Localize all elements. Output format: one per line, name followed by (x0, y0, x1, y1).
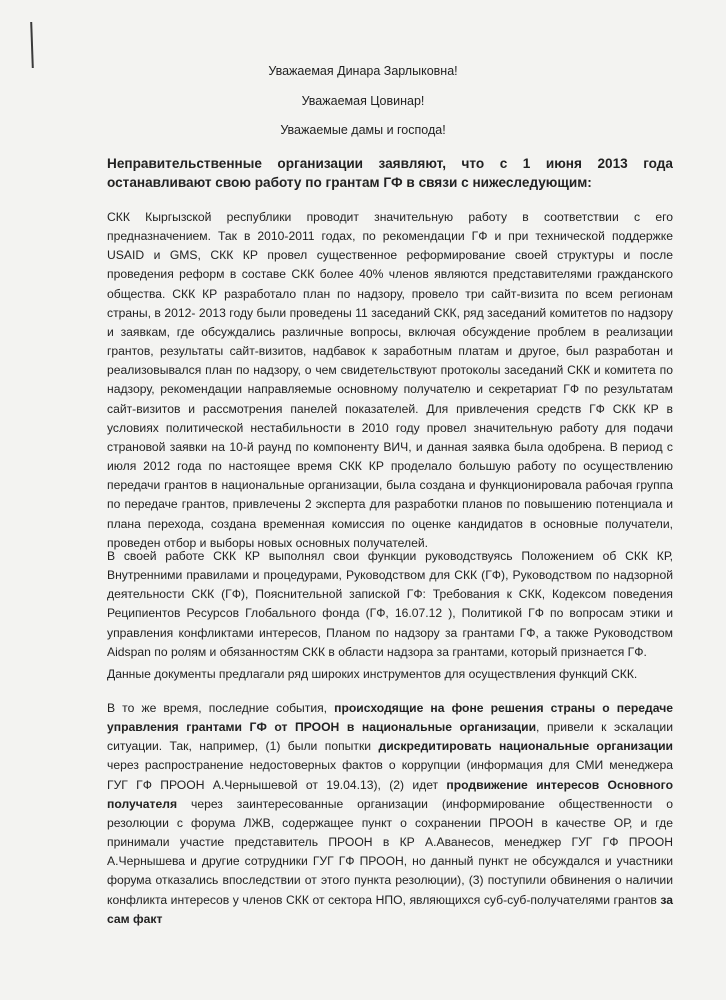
paragraph-4-text-1: В то же время, последние события, (107, 701, 335, 715)
paragraph-4-text-2: , привели к эскалации ситуации. Так, например, (1) были попытки (107, 720, 673, 754)
paragraph-4-text-4: через заинтересованные организации (информирование общественности о резолюции с форума ЛЖВ, содержащее пункт о сохранении ПРООН в качестве ОР, и где принимали участие представитель ПРООН в КР А.Аванесов, менеджер ГУГ ГФ ПРООН А.Чернышева и другие сотрудники ГУГ ГФ ПРООН, но данный пункт не обсуждался и участники форума отказались впоследствии от этого пункта резолюции), (3) поступили обвинения о наличии конфликта интересов у членов СКК от сектора НПО, являющихся суб-суб-получателями грантов (107, 796, 673, 907)
paragraph-3: Данные документы предлагали ряд широких инструментов для осуществления функций СКК. (107, 667, 638, 681)
paragraph-4-bold-4: за сам факт (107, 892, 673, 926)
paragraph-4-text-3: через распространение недостоверных фактов о коррупции (информация для СМИ менеджера ГУГ ГФ ПРООН А.Чернышевой от 19.04.13), (2) идет (107, 758, 673, 792)
greeting-1: Уважаемая Динара Зарлыковна! (268, 64, 458, 78)
margin-pen-mark (30, 22, 34, 68)
paragraph-4-bold-2: дискредитировать национальные организации (378, 739, 674, 754)
paragraph-1: СКК Кыргызской республики проводит значительную работу в соответствии с его предназначением. Так в 2010-2011 годах, по рекомендации ГФ и при технической поддержке USAID и GMS, СКК КР провел существенное реформирование своей структуры и после проведения реформ в составе СКК более 40% членов являются представителями гражданского общества. СКК КР разработало план по надзору, провело три сайт-визита по всем регионам страны, в 2012- 2013 году были проведены 11 заседаний СКК, ряд заседаний комитетов по надзору и заявкам, где обсуждались различные вопросы, включая обсуждение проблем в реализации грантов, результаты сайт-визитов, надбавок к заработным платам и другое, был разработан и реализовывался план по надзору, о чем свидетельствуют протоколы заседаний СКК и комитета по надзору, рекомендации направляемые основному получателю и секретариат ГФ по результатам сайт-визитов и рассмотрения панелей показателей. Для привлечения средств ГФ СКК КР в условиях политической нестабильности в 2010 году провел значительную работу для подачи страновой заявки на 10-й раунд по компоненту ВИЧ, и данная заявка была одобрена. В период с июля 2012 года по настоящее время СКК КР проделало большую работу по осуществлению передачи грантов в национальные организации, была создана и функционировала рабочая группа по передаче грантов, привлечены 2 эксперта для разработки планов по повышению потенциала и плана перехода, создана временная комиссия по оценке кандидатов в основные получатели, проведен отбор и выборы новых основных получателей. (107, 210, 673, 550)
paragraph-2: В своей работе СКК КР выполнял свои функции руководствуясь Положением об СКК КР, Внутренними правилами и процедурами, Руководством для СКК (ГФ), Руководством по надзорной деятельности СКК (ГФ), Пояснительной запиской ГФ: Требования к СКК, Кодексом поведения Реципиентов Ресурсов Глобального фонда (ГФ, 16.07.12 ), Политикой ГФ по вопросам этики и управления конфликтами интересов, Планом по надзору за грантами ГФ, а также Руководством Aidspan по ролям и обязанностям СКК в области надзора за грантами, который признается ГФ. (107, 549, 673, 659)
greeting-3: Уважаемые дамы и господа! (280, 123, 446, 137)
greeting-2: Уважаемая Цовинар! (301, 94, 425, 108)
paragraph-4 (107, 699, 673, 929)
paragraph-4-bold-1: происходящие на фоне решения страны о передаче управления грантами ГФ от ПРООН в национальные организации (107, 701, 673, 735)
paragraph-4-bold-3: продвижение интересов Основного получателя (107, 777, 673, 811)
document-heading: Неправительственные организации заявляют, что с 1 июня 2013 года останавливают свою работу по грантам ГФ в связи с нижеследующим: (107, 156, 673, 190)
